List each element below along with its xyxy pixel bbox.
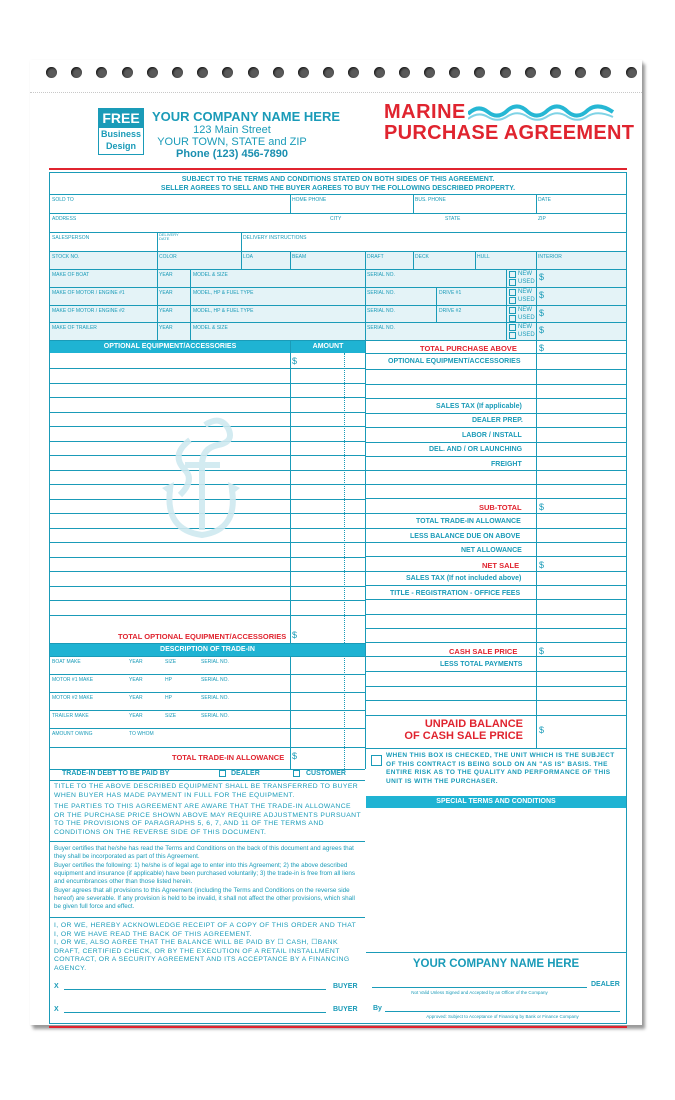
trade-row-divider (50, 674, 365, 675)
field-row-divider (49, 232, 627, 233)
trade-make-field-2[interactable]: MOTOR #2 MAKE (52, 695, 94, 701)
totals-line (366, 686, 626, 687)
totals-line (366, 384, 626, 385)
vehicle-make-field-1[interactable]: MAKE OF MOTOR / ENGINE #1 (52, 290, 125, 296)
used-checkbox-1[interactable] (509, 297, 516, 304)
title-registration-label: TITLE - REGISTRATION - OFFICE FEES (390, 590, 521, 597)
delivery-instructions-field[interactable]: DELIVERY INSTRUCTIONS (243, 235, 307, 241)
customer-checkbox[interactable] (293, 770, 300, 777)
totals-line (366, 628, 626, 629)
totals-line (366, 585, 626, 586)
bus-phone-field[interactable]: BUS. PHONE (415, 197, 446, 203)
doc-title-purchase-agreement: PURCHASE AGREEMENT (384, 122, 635, 144)
by-label: By (373, 1005, 382, 1012)
total-trade-in-dollar: $ (292, 751, 298, 761)
grid-line (50, 780, 365, 781)
vehicle-year-field-1[interactable]: YEAR (159, 290, 173, 296)
title-transfer-text: TITLE TO THE ABOVE DESCRIBED EQUIPMENT SHALL BE TRANSFERRED TO BUYER WHEN BUYER HAS MADE PAYMENT IN FULL FOR THE EQUIPMENT. (54, 783, 359, 799)
vehicle-price-dollar-2: $ (539, 308, 545, 318)
date-field[interactable]: DATE (538, 197, 551, 203)
totals-line (366, 513, 626, 514)
trade-make-field-3[interactable]: TRAILER MAKE (52, 713, 89, 719)
grid-line (50, 917, 365, 918)
used-checkbox-0[interactable] (509, 279, 516, 286)
company-address-block (152, 124, 312, 160)
vehicle-model-field-0[interactable]: MODEL & SIZE (193, 272, 228, 278)
anchor-watermark (150, 410, 250, 550)
by-signature-line[interactable] (385, 1011, 620, 1012)
sales-tax-not-included-label: SALES TAX (If not included above) (406, 575, 522, 582)
totals-line (366, 528, 626, 529)
grid-line (475, 251, 476, 269)
totals-line (366, 599, 626, 600)
totals-line (366, 427, 626, 428)
sales-tax-label: SALES TAX (If applicable) (436, 403, 522, 410)
trade-row-divider (50, 692, 365, 693)
binding-hole (147, 67, 158, 78)
binding-hole (222, 67, 233, 78)
unpaid-balance-label (380, 718, 523, 742)
trade-in-header: DESCRIPTION OF TRADE-IN (50, 644, 365, 656)
dealer-note: Not Valid Unless Signed and Accepted by an Officer of the Company (411, 990, 548, 995)
field-row-divider (49, 213, 627, 214)
binding-hole (626, 67, 637, 78)
hull-field[interactable]: HULL (477, 254, 490, 260)
city-field[interactable]: CITY (330, 216, 342, 222)
grid-line (290, 251, 291, 269)
new-checkbox-2[interactable] (509, 307, 516, 314)
used-checkbox-3[interactable] (509, 332, 516, 339)
binding-hole (96, 67, 107, 78)
equipment-line[interactable] (50, 571, 365, 572)
grid-line (413, 251, 414, 269)
trade-serial-field-2[interactable]: SERIAL NO. (201, 695, 229, 701)
address-field[interactable]: ADDRESS (52, 216, 77, 222)
dealer-signature-line[interactable] (372, 987, 587, 988)
optional-equipment-header: OPTIONAL EQUIPMENT/ACCESSORIES (50, 341, 290, 353)
vehicle-year-field-3[interactable]: YEAR (159, 325, 173, 331)
totals-line (366, 700, 626, 701)
trade-year-field-3[interactable]: YEAR (129, 713, 143, 719)
new-label-3: NEW (518, 324, 532, 330)
vehicle-serial-field-0[interactable]: SERIAL NO. (367, 272, 395, 278)
labor-install-label: LABOR / INSTALL (462, 432, 522, 439)
trade-row-divider (50, 710, 365, 711)
binding-hole (600, 67, 611, 78)
grid-line (157, 232, 158, 251)
red-rule-top (49, 168, 627, 170)
wave-graphic (468, 100, 618, 122)
totals-line (366, 369, 626, 370)
binding-hole (197, 67, 208, 78)
unpaid-line1: UNPAID BALANCE (424, 718, 523, 730)
trade-size-field-3[interactable]: SIZE (165, 713, 177, 719)
buyer1-label: BUYER (333, 983, 358, 990)
binding-hole (374, 67, 385, 78)
totals-line (366, 353, 626, 354)
field-row-divider (49, 194, 627, 195)
vehicle-price-dollar-1: $ (539, 290, 545, 300)
dealer-checkbox[interactable] (219, 770, 226, 777)
vehicle-drive-field-1[interactable]: DRIVE #1 (439, 290, 462, 296)
company-name: YOUR COMPANY NAME HERE (152, 109, 341, 124)
grid-line (365, 251, 366, 340)
field-row-divider (49, 251, 627, 252)
binding-hole (172, 67, 183, 78)
binding-hole (248, 67, 259, 78)
totals-line (366, 671, 626, 672)
company-phone: Phone (123) 456-7890 (176, 148, 288, 160)
grid-line (157, 251, 158, 340)
totals-line (366, 542, 626, 543)
vehicle-price-dollar-0: $ (539, 272, 545, 282)
free-business-design-logo (98, 108, 144, 155)
binding-hole (298, 67, 309, 78)
binding-hole (500, 67, 511, 78)
new-label-2: NEW (518, 307, 532, 313)
cents-divider (344, 353, 345, 769)
vehicle-row-divider (49, 322, 627, 323)
used-label-3: USED (518, 332, 535, 338)
acknowledgement-text: I, OR WE, HEREBY ACKNOWLEDGE RECEIPT OF A COPY OF THIS ORDER AND THAT I, OR WE HAVE READ THE BACK OF THIS AGREEMENT. (54, 922, 357, 938)
company-city: YOUR TOWN, STATE and ZIP (157, 136, 307, 148)
trade-allowance-label: TOTAL TRADE-IN ALLOWANCE (416, 518, 521, 525)
salesperson-field[interactable]: SALESPERSON (52, 235, 90, 241)
totals-line (366, 484, 626, 485)
zip-field[interactable]: ZIP (538, 216, 546, 222)
grid-line (290, 194, 291, 213)
logo-line2: Design (105, 141, 136, 151)
trade-size-field-0[interactable]: SIZE (165, 659, 177, 665)
delivery-date-field[interactable]: DELIVERY DATE (159, 232, 179, 241)
dealer-prep-label: DEALER PREP. (472, 417, 523, 424)
color-field[interactable]: COLOR (159, 254, 177, 260)
net-allowance-label: NET ALLOWANCE (461, 547, 522, 554)
grid-line (536, 251, 537, 340)
stock-no-field[interactable]: STOCK NO. (52, 254, 80, 260)
center-divider (365, 340, 366, 769)
totals-line (366, 614, 626, 615)
totals-line (366, 656, 626, 657)
trade-make-field-0[interactable]: BOAT MAKE (52, 659, 81, 665)
grid-line (241, 232, 242, 251)
freight-label: FREIGHT (491, 461, 522, 468)
new-checkbox-0[interactable] (509, 271, 516, 278)
totals-line (366, 442, 626, 443)
total-trade-in-label: TOTAL TRADE-IN ALLOWANCE (172, 753, 285, 762)
equipment-line[interactable] (50, 397, 365, 398)
new-label-1: NEW (518, 289, 532, 295)
approval-note: Approved: Subject to Acceptance of Financing by Bank or Finance Company (426, 1014, 579, 1019)
trade-row-divider (50, 747, 365, 748)
vehicle-year-field-0[interactable]: YEAR (159, 272, 173, 278)
binding-hole (46, 67, 57, 78)
vehicle-price-dollar-3: $ (539, 325, 545, 335)
binding-hole (575, 67, 586, 78)
vehicle-row-divider (49, 305, 627, 306)
used-label-0: USED (518, 279, 535, 285)
used-label-1: USED (518, 297, 535, 303)
vehicle-serial-field-2[interactable]: SERIAL NO. (367, 308, 395, 314)
binding-hole (449, 67, 460, 78)
trade-row-divider (50, 728, 365, 729)
notice-line1: SUBJECT TO THE TERMS AND CONDITIONS STATED ON BOTH SIDES OF THIS AGREEMENT. (181, 176, 495, 183)
grid-line (366, 748, 626, 749)
vehicle-model-field-2[interactable]: MODEL, HP & FUEL TYPE (193, 308, 254, 314)
trade-year-field-0[interactable]: YEAR (129, 659, 143, 665)
buyer2-label: BUYER (333, 1006, 358, 1013)
logo-free-text: FREE (99, 109, 143, 128)
binding-hole (323, 67, 334, 78)
grid-line (413, 194, 414, 213)
company-street: 123 Main Street (193, 124, 271, 136)
sold-to-field[interactable]: SOLD TO (52, 197, 74, 203)
grid-line (50, 841, 365, 842)
trade-serial-field-3[interactable]: SERIAL NO. (201, 713, 229, 719)
loa-field[interactable]: LOA (243, 254, 254, 260)
total-optional-equipment-label: TOTAL OPTIONAL EQUIPMENT/ACCESSORIES (118, 632, 287, 641)
equip-amount-dollar: $ (292, 356, 298, 366)
equipment-line[interactable] (50, 368, 365, 369)
binding-holes (30, 63, 642, 83)
totals-line (366, 470, 626, 471)
equipment-line[interactable] (50, 586, 365, 587)
binding-hole (424, 67, 435, 78)
total-purchase-above: TOTAL PURCHASE ABOVE (420, 344, 517, 353)
less-balance-label: LESS BALANCE DUE ON ABOVE (410, 533, 521, 540)
subtotal-label: SUB-TOTAL (479, 503, 522, 512)
notice-line2: SELLER AGREES TO SELL AND THE BUYER AGREES TO BUY THE FOLLOWING DESCRIBED PROPERTY. (160, 185, 516, 192)
trade-serial-field-1[interactable]: SERIAL NO. (201, 677, 229, 683)
trade-year-field-1[interactable]: YEAR (129, 677, 143, 683)
terms-certification-text: Buyer certifies that he/she has read the Terms and Conditions on the back of this document and agrees that they shall be incorporated as part of this Agreement. (54, 845, 354, 860)
unpaid-dollar: $ (539, 725, 545, 735)
cash-sale-dollar: $ (539, 646, 545, 656)
terms-notice (49, 175, 627, 193)
trade-size-field-1[interactable]: HP (165, 677, 172, 683)
trade-size-field-2[interactable]: HP (165, 695, 172, 701)
net-sale-label: NET SALE (482, 561, 520, 570)
customer-option-label: CUSTOMER (306, 770, 346, 777)
trade-row-divider (50, 656, 365, 657)
delivery-launching-label: DEL. AND / OR LAUNCHING (429, 446, 523, 453)
binding-hole (550, 67, 561, 78)
totals-line (366, 571, 626, 572)
as-is-notice: WHEN THIS BOX IS CHECKED, THE UNIT WHICH IS THE SUBJECT OF THIS CONTRACT IS BEING SOLD ON AN "AS IS" BASIS. THE ENTIRE RISK AS TO THE QUALITY AND PERFORMANCE OF THIS UNIT IS WITH THE PURCHASER. (386, 752, 615, 785)
vehicle-year-field-2[interactable]: YEAR (159, 308, 173, 314)
cash-sale-price-label: CASH SALE PRICE (449, 647, 518, 656)
dealer-company-name: YOUR COMPANY NAME HERE (412, 958, 580, 970)
legal-age-certification-text: Buyer certifies the following: 1) he/she is of legal age to enter into this Agreement; 2) the above described equipment and insurance (if applicable) have been purchased voluntarily; 3) the trade-in is free from all liens and encumbrances other than those listed herein. (54, 862, 356, 885)
totals-line (366, 498, 626, 499)
right-optional-equipment: OPTIONAL EQUIPMENT/ACCESSORIES (388, 358, 521, 365)
trade-debt-label: TRADE-IN DEBT TO BE PAID BY (62, 770, 170, 777)
totals-line (366, 456, 626, 457)
special-terms-header: SPECIAL TERMS AND CONDITIONS (366, 796, 626, 808)
buyer1-signature-line[interactable] (64, 989, 326, 990)
totals-line (366, 715, 626, 716)
vehicle-model-field-3[interactable]: MODEL & SIZE (193, 325, 228, 331)
unpaid-line2: OF CASH SALE PRICE (404, 730, 523, 742)
equipment-line[interactable] (50, 615, 365, 616)
buyer2-signature-line[interactable] (64, 1012, 326, 1013)
totals-line (366, 642, 626, 643)
binding-hole (348, 67, 359, 78)
binding-hole (71, 67, 82, 78)
new-checkbox-3[interactable] (509, 324, 516, 331)
interior-field[interactable]: INTERIOR (538, 254, 562, 260)
to-whom-field[interactable]: TO WHOM (129, 731, 154, 737)
vehicle-model-field-1[interactable]: MODEL, HP & FUEL TYPE (193, 290, 254, 296)
vehicle-make-field-3[interactable]: MAKE OF TRAILER (52, 325, 97, 331)
binding-hole (399, 67, 410, 78)
vehicle-row-divider (49, 287, 627, 288)
used-checkbox-2[interactable] (509, 315, 516, 322)
new-checkbox-1[interactable] (509, 289, 516, 296)
vehicle-make-field-2[interactable]: MAKE OF MOTOR / ENGINE #2 (52, 308, 125, 314)
grid-line (366, 952, 626, 953)
grid-line (536, 194, 537, 213)
total-purchase-dollar: $ (539, 343, 545, 353)
severability-text: Buyer agrees that all provisions to this Agreement (including the Terms and Conditions on the reverse side hereof) are severable. If any provision is held to be invalid, it shall not affect the other provisions, which shall be given full force and effect. (54, 887, 355, 910)
subtotal-dollar: $ (539, 502, 545, 512)
binding-hole (122, 67, 133, 78)
logo-line1: Business (100, 129, 142, 139)
adjustments-text: THE PARTIES TO THIS AGREEMENT ARE AWARE THAT THE TRADE-IN ALLOWANCE OR THE PURCHASE PRICE SHOWN ABOVE MAY REQUIRE ADJUSTMENTS PURSUANT TO THE PROVISIONS OF PARAGRAPHS 5, 6, 7, AND 11 OF THE TERMS AND CONDITIONS ON THE REVERSE SIDE OF THIS DOCUMENT. (54, 803, 361, 836)
trade-year-field-2[interactable]: YEAR (129, 695, 143, 701)
vehicle-make-field-0[interactable]: MAKE OF BOAT (52, 272, 90, 278)
grid-line (290, 340, 291, 643)
grid-line (290, 656, 291, 769)
as-is-checkbox[interactable] (371, 755, 382, 766)
totals-line (366, 398, 626, 399)
deck-field[interactable]: DECK (415, 254, 429, 260)
totals-line (366, 556, 626, 557)
amount-header: AMOUNT (291, 341, 365, 353)
draft-field[interactable]: DRAFT (367, 254, 384, 260)
vehicle-drive-field-2[interactable]: DRIVE #2 (439, 308, 462, 314)
less-total-payments-label: LESS TOTAL PAYMENTS (440, 661, 523, 668)
equipment-line[interactable] (50, 383, 365, 384)
payment-method-text: I, OR WE, ALSO AGREE THAT THE BALANCE WILL BE PAID BY ☐ CASH, ☐BANK DRAFT, CERTIFIED CHECK, OR BY THE EXECUTION OF A RETAIL INSTALLMENT CONTRACT, OR A SECURITY AGREEMENT AND ITS ACCEPTANCE BY A FINANCING AGENCY. (54, 939, 350, 972)
new-label-0: NEW (518, 271, 532, 277)
total-optional-dollar: $ (292, 630, 298, 640)
home-phone-field[interactable]: HOME PHONE (292, 197, 327, 203)
equipment-line[interactable] (50, 600, 365, 601)
vehicle-serial-field-3[interactable]: SERIAL NO. (367, 325, 395, 331)
used-label-2: USED (518, 315, 535, 321)
state-field[interactable]: STATE (445, 216, 461, 222)
net-sale-dollar: $ (539, 560, 545, 570)
vehicle-serial-field-1[interactable]: SERIAL NO. (367, 290, 395, 296)
doc-title-marine: MARINE (384, 101, 466, 123)
grid-line (241, 251, 242, 269)
red-rule-bottom (49, 1026, 627, 1028)
totals-line (366, 413, 626, 414)
buyer1-x-mark: X (54, 983, 59, 990)
vehicle-row-divider (49, 269, 627, 270)
dealer-label: DEALER (591, 981, 620, 988)
trade-serial-field-0[interactable]: SERIAL NO. (201, 659, 229, 665)
amount-owing-field[interactable]: AMOUNT OWING (52, 731, 93, 737)
perforation-line (30, 92, 642, 93)
equipment-line[interactable] (50, 557, 365, 558)
binding-hole (273, 67, 284, 78)
dealer-option-label: DEALER (231, 770, 260, 777)
beam-field[interactable]: BEAM (292, 254, 307, 260)
binding-hole (474, 67, 485, 78)
binding-hole (525, 67, 536, 78)
trade-make-field-1[interactable]: MOTOR #1 MAKE (52, 677, 94, 683)
buyer2-x-mark: X (54, 1006, 59, 1013)
